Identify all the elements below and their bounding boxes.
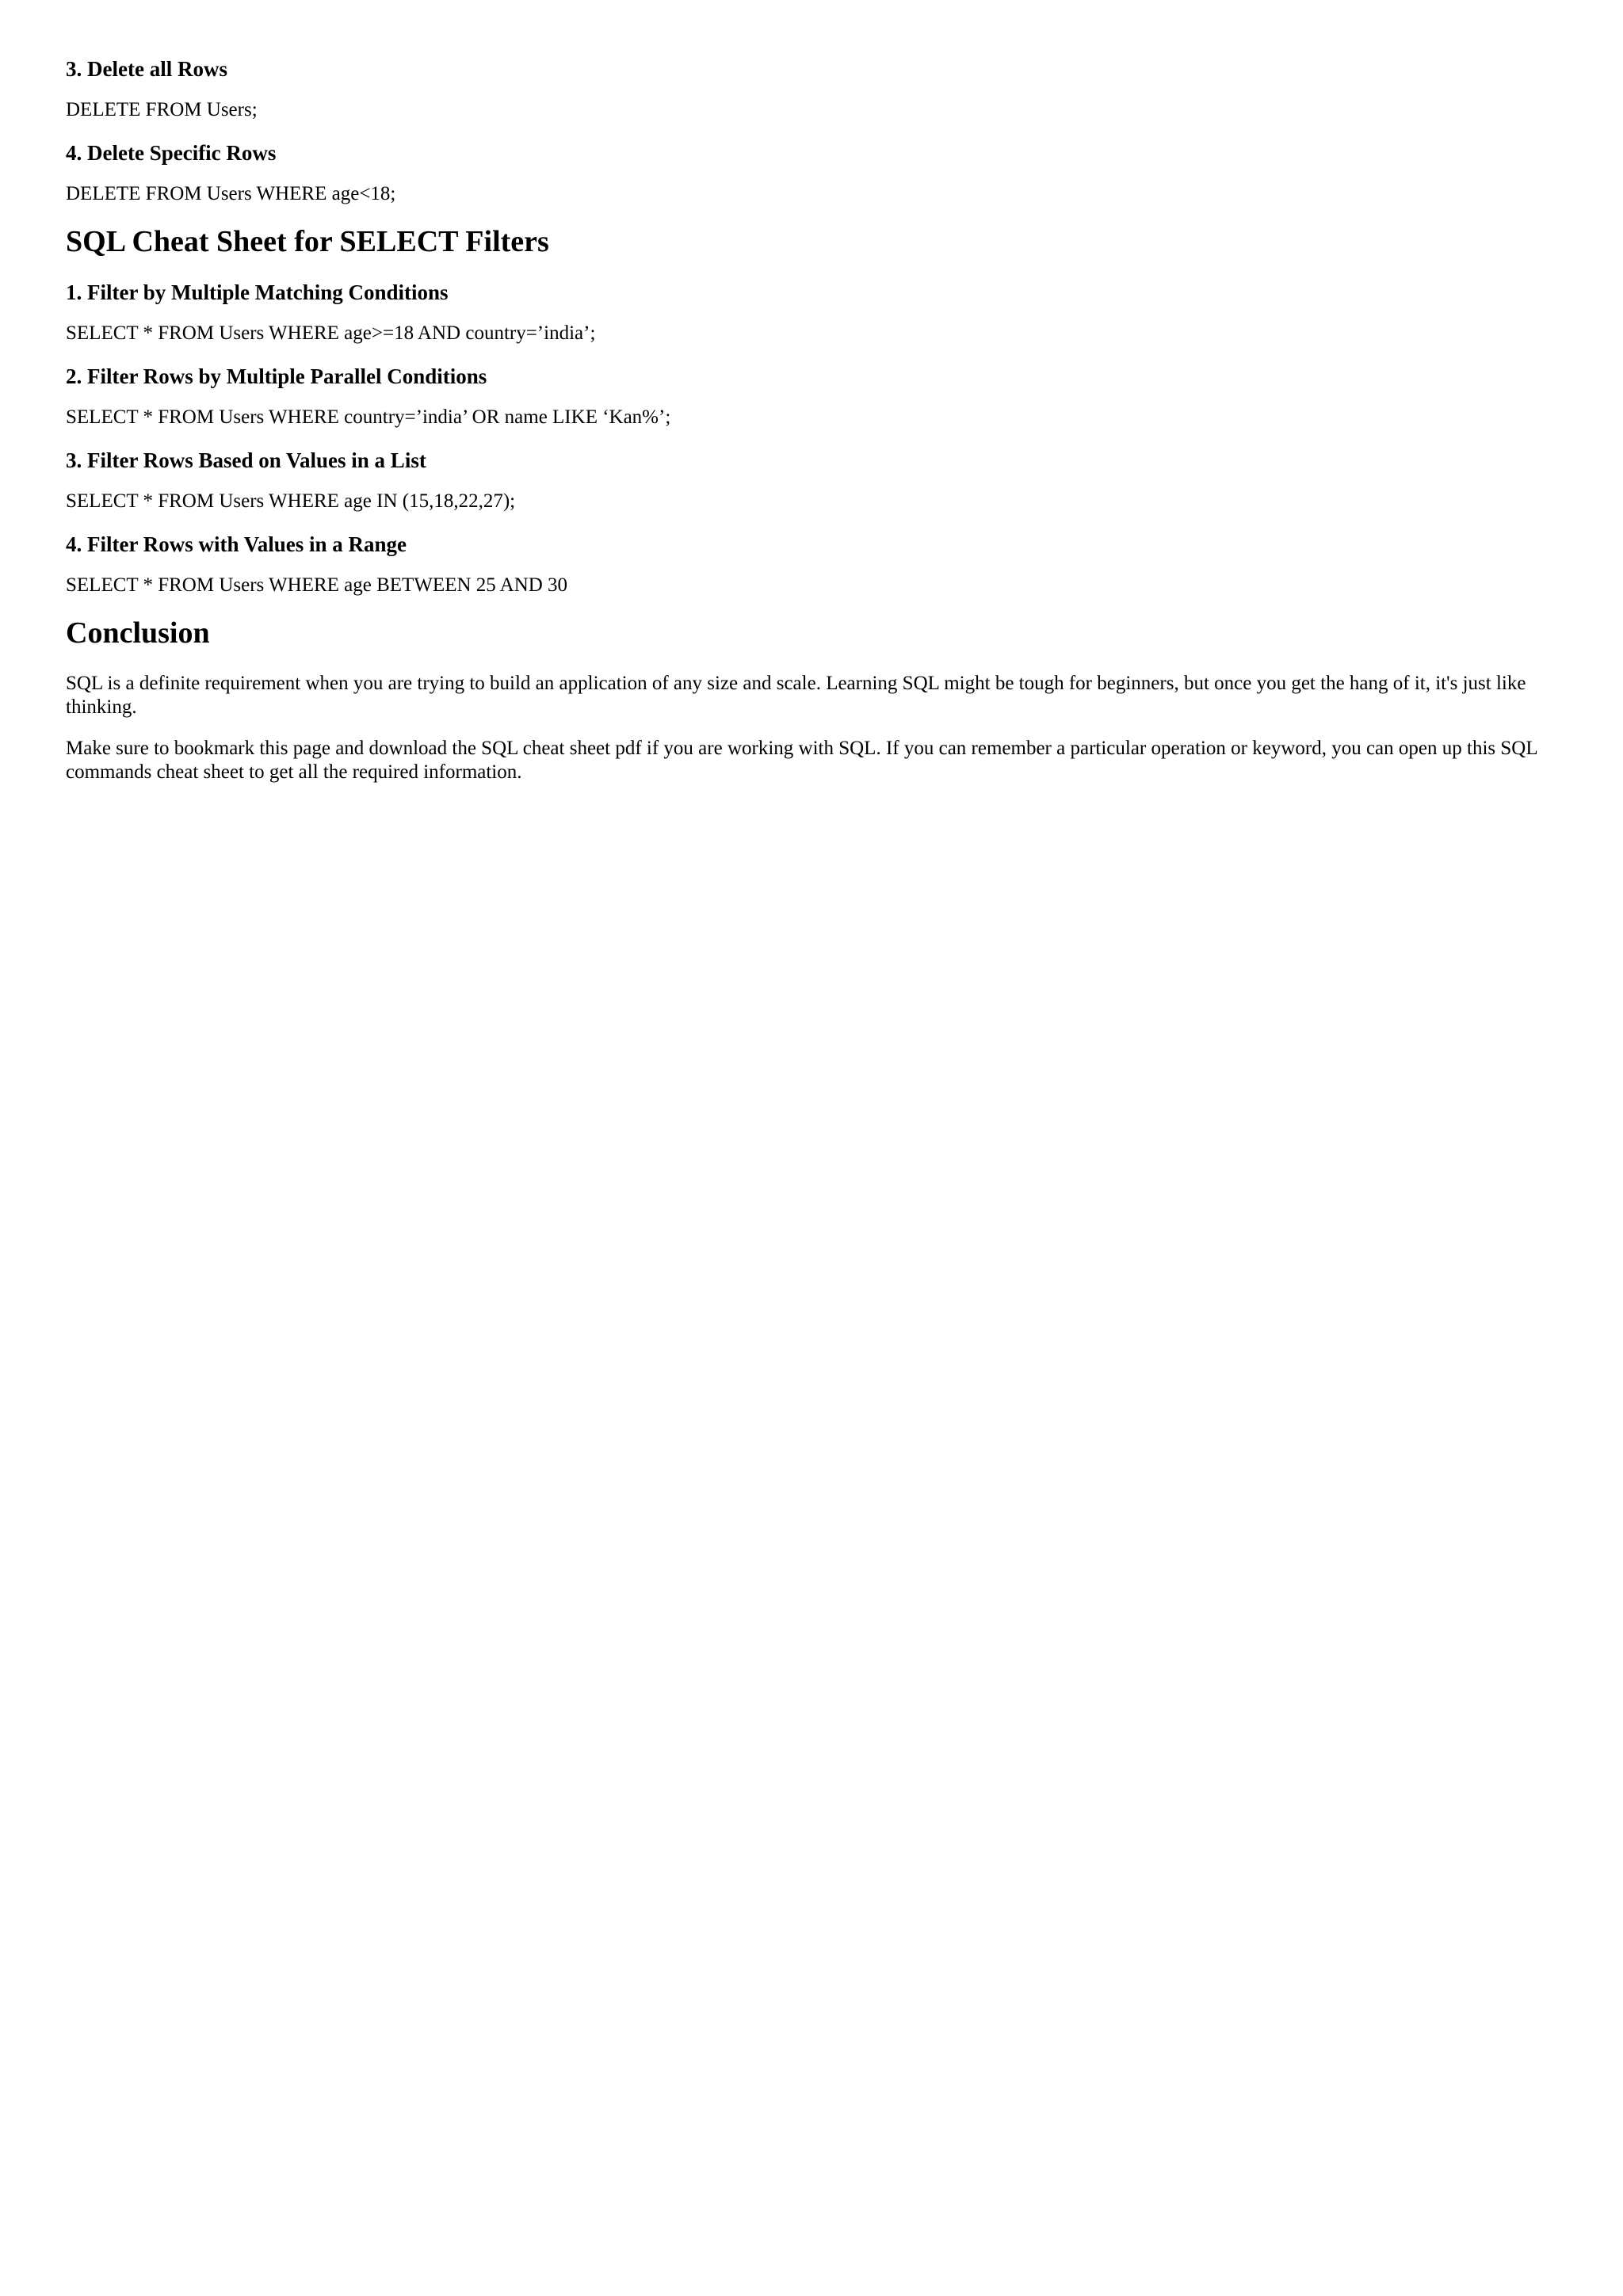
- filter-heading-2: 2. Filter Rows by Multiple Parallel Conditions: [66, 364, 487, 388]
- filter-code-1: SELECT * FROM Users WHERE age>=18 AND country=’india’;: [66, 322, 596, 344]
- conclusion-paragraph-1: SQL is a definite requirement when you are trying to build an application of any size and scale. Learning SQL might be tough for beginners, but once you get the hang of it, it's just like thinking.: [66, 673, 1526, 718]
- conclusion-title: Conclusion: [66, 616, 210, 650]
- filter-heading-1: 1. Filter by Multiple Matching Conditions: [66, 280, 449, 304]
- conclusion-paragraph-2: Make sure to bookmark this page and download the SQL cheat sheet pdf if you are working with SQL. If you can remember a particular operation or keyword, you can open up this SQL commands cheat sheet to get all the required information.: [66, 738, 1537, 783]
- delete-specific-rows-heading: 4. Delete Specific Rows: [66, 141, 277, 165]
- filter-heading-3: 3. Filter Rows Based on Values in a List: [66, 448, 426, 472]
- delete-specific-rows-code: DELETE FROM Users WHERE age<18;: [66, 183, 396, 204]
- delete-all-rows-code: DELETE FROM Users;: [66, 99, 258, 120]
- filter-code-2: SELECT * FROM Users WHERE country=’india’ OR name LIKE ‘Kan%’;: [66, 406, 671, 428]
- filter-heading-4: 4. Filter Rows with Values in a Range: [66, 532, 407, 556]
- select-filters-section-title: SQL Cheat Sheet for SELECT Filters: [66, 225, 549, 258]
- delete-all-rows-heading: 3. Delete all Rows: [66, 57, 227, 81]
- filter-code-3: SELECT * FROM Users WHERE age IN (15,18,22,27);: [66, 490, 516, 512]
- filter-code-4: SELECT * FROM Users WHERE age BETWEEN 25 AND 30: [66, 574, 568, 596]
